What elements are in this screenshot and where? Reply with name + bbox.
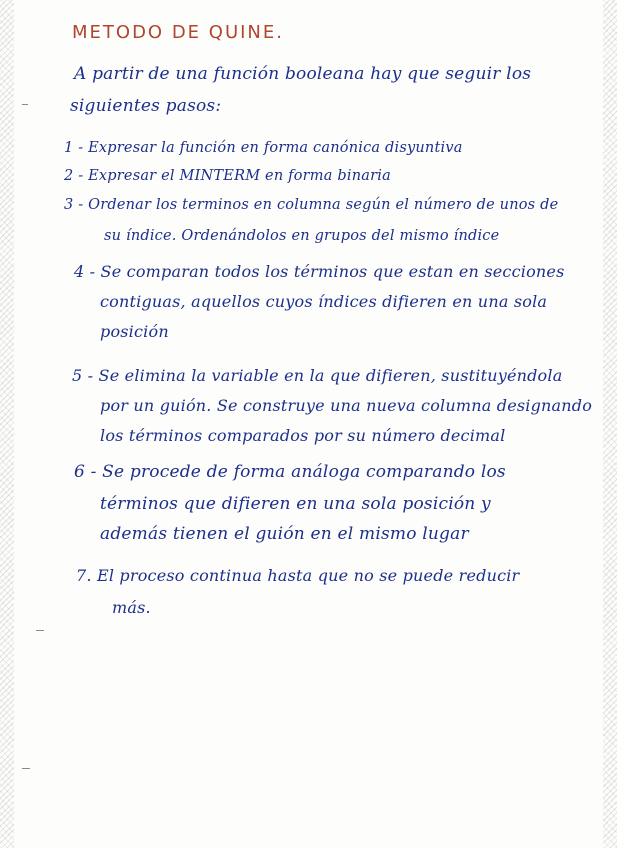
step-5-line-2: por un guión. Se construye una nueva columna designando [100, 396, 593, 415]
step-4-line-3: posición [100, 322, 169, 341]
step-3-line-2: su índice. Ordenándolos en grupos del mismo índice [104, 228, 500, 244]
step-4-line-2: contiguas, aquellos cuyos índices difieren en una sola [100, 292, 548, 311]
margin-mark [22, 768, 30, 769]
intro-line-1: A partir de una función booleana hay que seguir los [74, 64, 532, 84]
step-3-line-1: 3 - Ordenar los terminos en columna según el número de unos de [64, 197, 559, 213]
step-6-line-3: además tienen el guión en el mismo lugar [100, 524, 469, 544]
step-7-line-2: más. [112, 598, 151, 617]
step-5-line-1: 5 - Se elimina la variable en la que difieren, sustituyéndola [72, 366, 563, 385]
step-2-line-1: 2 - Expresar el MINTERM en forma binaria [64, 168, 391, 184]
margin-mark [36, 630, 44, 631]
intro-line-2: siguientes pasos: [70, 96, 222, 116]
step-1-line-1: 1 - Expresar la función en forma canónica disyuntiva [64, 140, 463, 156]
step-4-line-1: 4 - Se comparan todos los términos que estan en secciones [74, 262, 565, 281]
step-6-line-1: 6 - Se procede de forma análoga comparando los [74, 462, 506, 482]
margin-mark [22, 104, 28, 105]
step-6-line-2: términos que difieren en una sola posición y [100, 494, 491, 514]
paper-edge-right [603, 0, 617, 848]
paper-edge-left [0, 0, 14, 848]
step-5-line-3: los términos comparados por su número decimal [100, 426, 506, 445]
step-7-line-1: 7. El proceso continua hasta que no se puede reducir [76, 566, 520, 585]
document-title: METODO DE QUINE. [72, 22, 284, 43]
